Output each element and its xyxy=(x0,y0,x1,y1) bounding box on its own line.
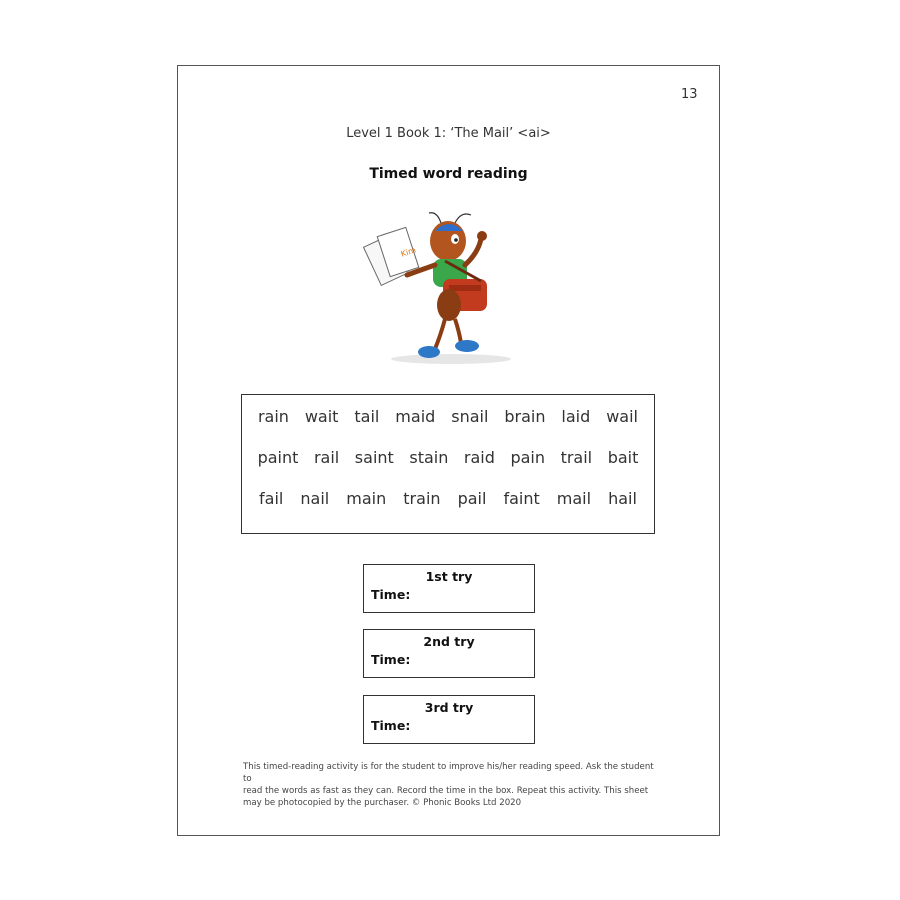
word: raid xyxy=(463,447,495,467)
footer-line: This timed-reading activity is for the student to improve his/her reading speed. Ask the student to xyxy=(243,762,654,784)
word: tail xyxy=(354,406,380,426)
word: pain xyxy=(510,447,546,467)
word: stain xyxy=(409,447,449,467)
word: pail xyxy=(457,488,487,508)
word: mail xyxy=(556,488,592,508)
word: trail xyxy=(560,447,593,467)
page-title: Timed word reading xyxy=(369,166,528,182)
word: hail xyxy=(608,488,637,508)
word-row xyxy=(242,442,654,472)
word-row xyxy=(242,483,654,513)
letter-text: Kim xyxy=(399,245,418,259)
word: paint xyxy=(257,447,299,467)
try-box-3[interactable] xyxy=(363,695,535,744)
word: bait xyxy=(607,447,639,467)
book-subtitle: Level 1 Book 1: ‘The Mail’ <ai> xyxy=(346,126,551,141)
word: wail xyxy=(606,406,638,426)
word: wait xyxy=(304,406,339,426)
try-box-1[interactable] xyxy=(363,564,535,613)
word: main xyxy=(346,488,387,508)
footer-line: read the words as fast as they can. Record the time in the box. Repeat this activity. This sheet xyxy=(243,786,649,796)
footer-instructions xyxy=(243,761,658,809)
word: saint xyxy=(354,447,394,467)
word: laid xyxy=(561,406,591,426)
time-label: Time: xyxy=(371,718,411,733)
word: nail xyxy=(300,488,330,508)
try-label: 1st try xyxy=(425,569,473,584)
word: fail xyxy=(259,488,284,508)
word-row xyxy=(242,401,654,431)
word: train xyxy=(403,488,441,508)
word: rail xyxy=(313,447,340,467)
word: brain xyxy=(504,406,546,426)
word: maid xyxy=(395,406,436,426)
worksheet-page xyxy=(177,65,720,836)
try-label: 2nd try xyxy=(423,634,475,649)
try-label: 3rd try xyxy=(424,700,474,715)
word: faint xyxy=(503,488,540,508)
word-grid xyxy=(241,394,655,534)
shadow-shape xyxy=(391,354,511,364)
time-label: Time: xyxy=(371,587,411,602)
letters-icon xyxy=(364,227,419,285)
page-number: 13 xyxy=(681,87,698,102)
time-label: Time: xyxy=(371,652,411,667)
try-box-2[interactable] xyxy=(363,629,535,678)
footer-line: may be photocopied by the purchaser. © Phonic Books Ltd 2020 xyxy=(243,798,522,808)
word: snail xyxy=(451,406,489,426)
word: rain xyxy=(257,406,289,426)
ant-mail-carrier-illustration xyxy=(363,209,528,369)
